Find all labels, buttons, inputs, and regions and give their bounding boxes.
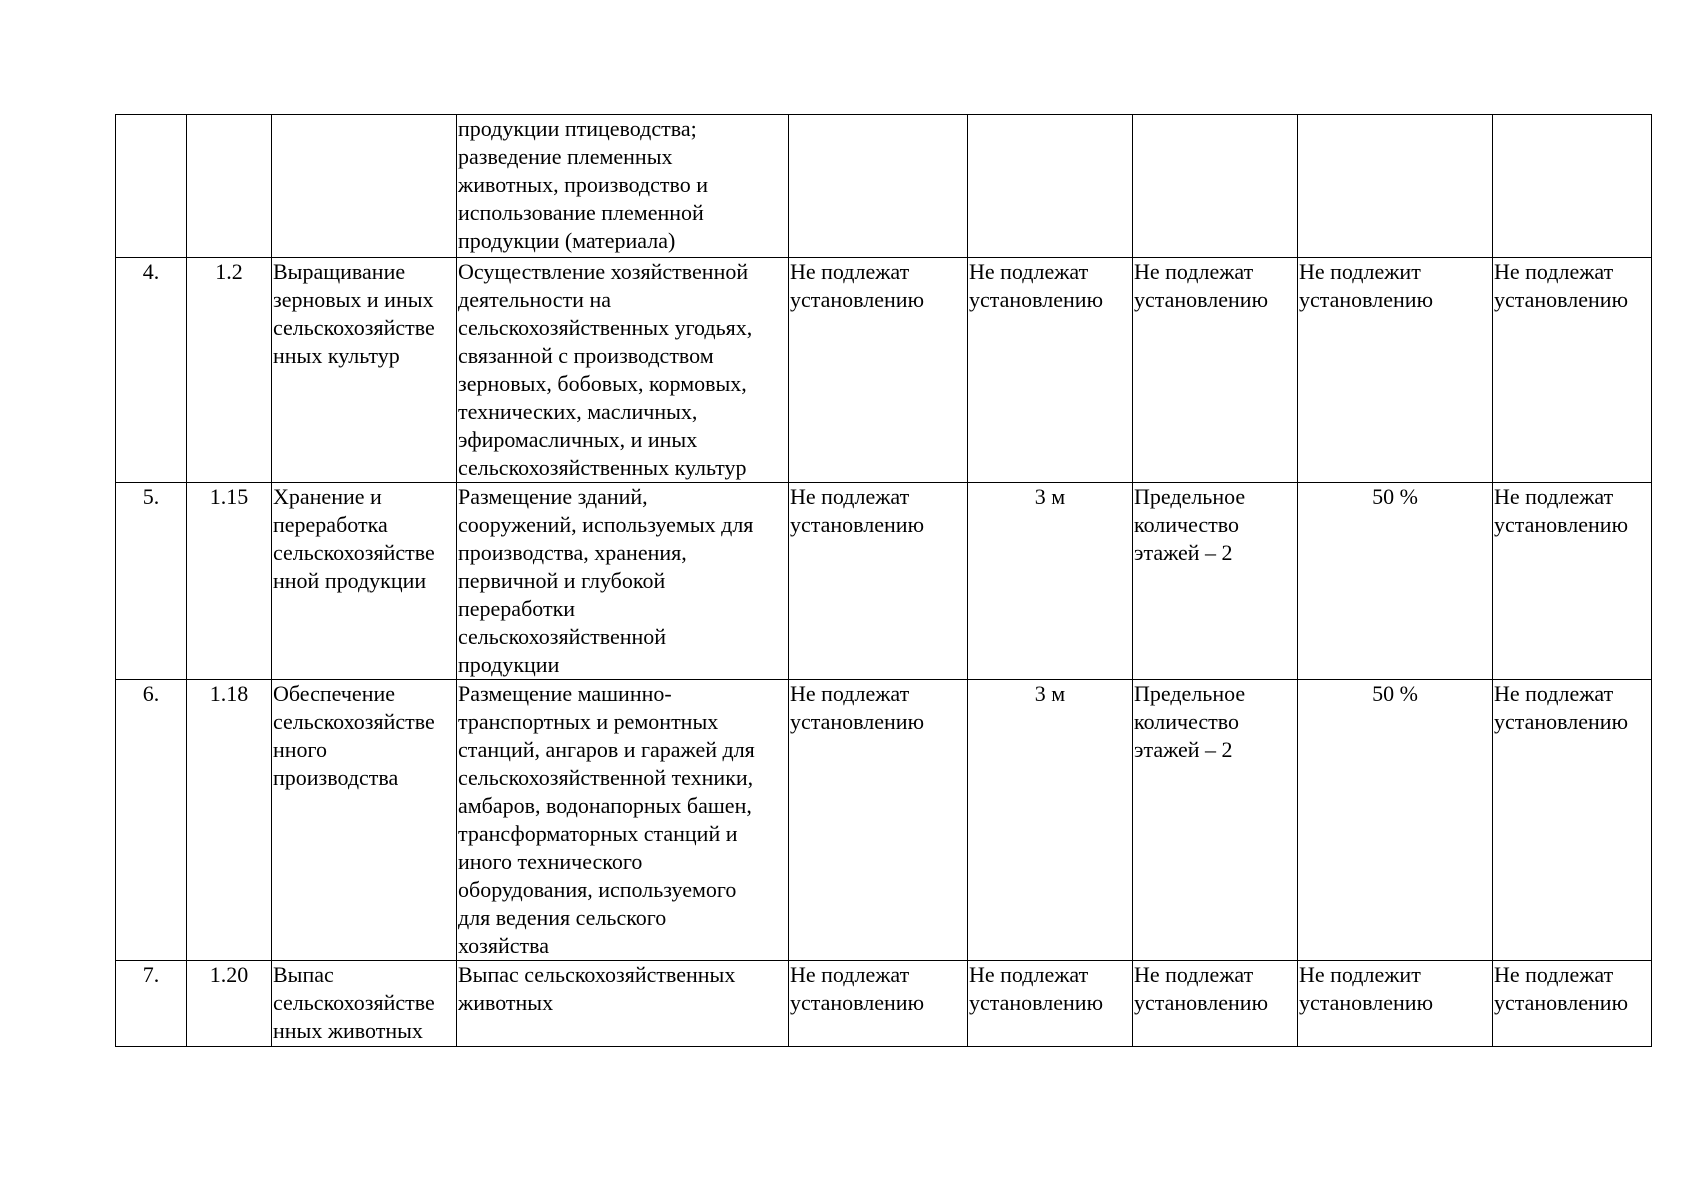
cell-col8: 50 % xyxy=(1298,680,1493,961)
cell-col8: Не подлежит установлению xyxy=(1298,961,1493,1047)
cell-number: 6. xyxy=(116,680,187,961)
cell-col6: 3 м xyxy=(968,680,1133,961)
cell-col7: Предельное количество этажей – 2 xyxy=(1133,483,1298,680)
cell-name: Выпас сельскохозяйстве нных животных xyxy=(272,961,457,1047)
cell-col5: Не подлежат установлению xyxy=(789,483,968,680)
cell-col5: Не подлежат установлению xyxy=(789,258,968,483)
cell-col9: Не подлежат установлению xyxy=(1493,483,1652,680)
cell-col7 xyxy=(1133,115,1298,258)
table-row xyxy=(116,961,1652,1047)
cell-code: 1.2 xyxy=(187,258,272,483)
cell-description: Размещение машинно- транспортных и ремонтных станций, ангаров и гаражей для сельскохозяйственной техники, амбаров, водонапорных башен, трансформаторных станций и иного технического оборудования, используемого для ведения сельского хозяйства xyxy=(457,680,789,961)
cell-number xyxy=(116,115,187,258)
table-row xyxy=(116,115,1652,258)
cell-name: Обеспечение сельскохозяйстве нного производства xyxy=(272,680,457,961)
cell-col7: Не подлежат установлению xyxy=(1133,961,1298,1047)
cell-col7: Не подлежат установлению xyxy=(1133,258,1298,483)
cell-col5: Не подлежат установлению xyxy=(789,680,968,961)
cell-code: 1.18 xyxy=(187,680,272,961)
cell-col8 xyxy=(1298,115,1493,258)
cell-col5: Не подлежат установлению xyxy=(789,961,968,1047)
cell-description: продукции птицеводства; разведение племенных животных, производство и использование племенной продукции (материала) xyxy=(457,115,789,258)
table-row xyxy=(116,258,1652,483)
table-row xyxy=(116,680,1652,961)
cell-name: Хранение и переработка сельскохозяйстве нной продукции xyxy=(272,483,457,680)
cell-number: 7. xyxy=(116,961,187,1047)
cell-col6: 3 м xyxy=(968,483,1133,680)
cell-code: 1.15 xyxy=(187,483,272,680)
cell-col8: 50 % xyxy=(1298,483,1493,680)
cell-name xyxy=(272,115,457,258)
cell-col9 xyxy=(1493,115,1652,258)
cell-code: 1.20 xyxy=(187,961,272,1047)
cell-col9: Не подлежат установлению xyxy=(1493,961,1652,1047)
cell-col9: Не подлежат установлению xyxy=(1493,680,1652,961)
cell-description: Выпас сельскохозяйственных животных xyxy=(457,961,789,1047)
cell-col7: Предельное количество этажей – 2 xyxy=(1133,680,1298,961)
cell-description: Размещение зданий, сооружений, используемых для производства, хранения, первичной и глубокой переработки сельскохозяйственной продукции xyxy=(457,483,789,680)
cell-col6: Не подлежат установлению xyxy=(968,961,1133,1047)
cell-number: 4. xyxy=(116,258,187,483)
cell-col6 xyxy=(968,115,1133,258)
cell-col8: Не подлежит установлению xyxy=(1298,258,1493,483)
cell-number: 5. xyxy=(116,483,187,680)
cell-col6: Не подлежат установлению xyxy=(968,258,1133,483)
cell-code xyxy=(187,115,272,258)
cell-name: Выращивание зерновых и иных сельскохозяйстве нных культур xyxy=(272,258,457,483)
regulations-table xyxy=(115,114,1652,1047)
cell-col5 xyxy=(789,115,968,258)
cell-col9: Не подлежат установлению xyxy=(1493,258,1652,483)
cell-description: Осуществление хозяйственной деятельности на сельскохозяйственных угодьях, связанной с производством зерновых, бобовых, кормовых, технических, масличных, эфиромасличных, и иных сельскохозяйственных культур xyxy=(457,258,789,483)
table-row xyxy=(116,483,1652,680)
